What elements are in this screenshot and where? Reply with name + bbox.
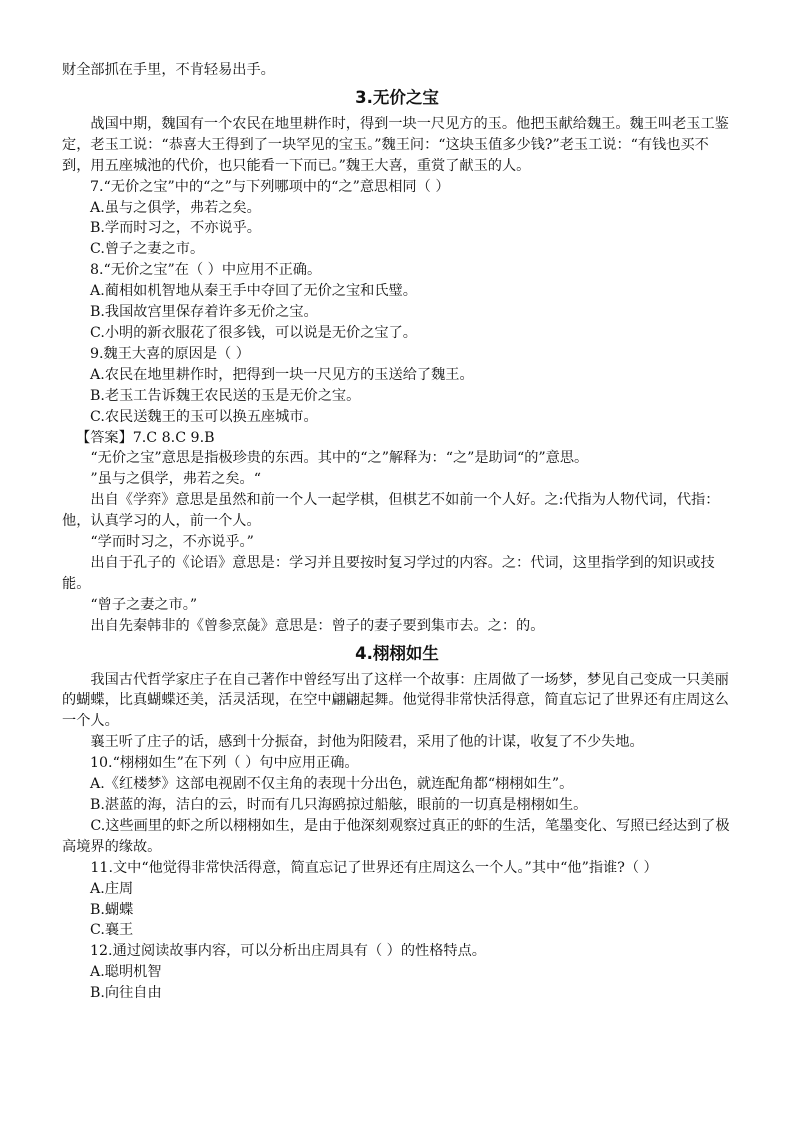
question-8-option-b: B.我国故宫里保存着许多无价之宝。	[90, 304, 318, 321]
question-10: 10.“栩栩如生”在下列（ ）句中应用正确。	[90, 755, 359, 772]
question-9-option-b: B.老玉工告诉魏王农民送的玉是无价之宝。	[90, 387, 361, 404]
intro-tail-text: 财全部抓在手里，不肯轻易出手。	[62, 62, 275, 78]
question-8-option-a: A.蔺相如机智地从秦王手中夺回了无价之宝和氏璧。	[90, 283, 417, 300]
section4-title: 4.栩栩如生	[355, 643, 439, 663]
section4-story-2: 襄王听了庄子的话，感到十分振奋，封他为阳陵君，采用了他的计谋，收复了不少失地。	[90, 734, 644, 751]
question-12-option-b: B.向往自由	[90, 985, 162, 1002]
question-9-option-c: C.农民送魏王的玉可以换五座城市。	[90, 408, 318, 425]
question-7-option-b: B.学而时习之，不亦说乎。	[90, 220, 261, 237]
question-12: 12.通过阅读故事内容，可以分析出庄周具有（ ）的性格特点。	[90, 943, 486, 960]
question-10-option-a: A.《红楼梦》这部电视剧不仅主角的表现十分出色，就连配角都“栩栩如生”。	[90, 776, 574, 793]
section3-story: 战国中期，魏国有一个农民在地里耕作时，得到一块一尺见方的玉。他把玉献给魏王。魏王叫老玉工鉴定，老玉工说：“恭喜大王得到了一块罕见的宝玉。”魏王问：“这块玉值多少钱?”老玉工说：“有钱也买不到，用五座城池的代价，也只能看一下而已。”魏王大喜，重赏了献玉的人。	[62, 115, 729, 174]
explanation-4: 出自先秦韩非的《曾参烹彘》意思是：曾子的妻子要到集市去。之：的。	[90, 617, 545, 634]
question-11-option-a: A.庄周	[90, 880, 134, 897]
explanation-1: “无价之宝”意思是指极珍贵的东西。其中的“之”解释为：“之”是助词“的”意思。	[90, 450, 589, 467]
question-9-option-a: A.农民在地里耕作时，把得到一块一尺见方的玉送给了魏王。	[90, 366, 474, 383]
question-10-option-c: C.这些画里的虾之所以栩栩如生，是由于他深刻观察过真正的虾的生活，笔墨变化、写照已经达到了极高境界的缘故。	[62, 817, 730, 855]
question-11-option-b: B.蝴蝶	[90, 901, 134, 918]
question-8: 8.“无价之宝”在（ ）中应用不正确。	[90, 262, 322, 279]
question-12-option-a: A.聪明机智	[90, 964, 162, 981]
answer-line: 【答案】7.C 8.C 9.B	[76, 429, 215, 446]
explanation-2: 出自《学弈》意思是虽然和前一个人一起学棋，但棋艺不如前一个人好。之:代指为人物代词，代指：他，认真学习的人，前一个人。	[62, 492, 720, 530]
section4-story-1: 我国古代哲学家庄子在自己著作中曾经写出了这样一个故事：庄周做了一场梦，梦见自己变成一只美丽的蝴蝶，比真蝴蝶还美，活灵活现，在空中翩翩起舞。他觉得非常快活得意，简直忘记了世界还有庄周这么一个人。	[62, 671, 729, 730]
explanation-quote-1: ”虽与之俱学，弗若之矣。“	[90, 471, 261, 488]
section3-title: 3.无价之宝	[355, 87, 439, 107]
question-7-option-c: C.曾子之妻之市。	[90, 241, 205, 258]
question-7: 7.“无价之宝”中的“之”与下列哪项中的“之”意思相同（ ）	[90, 178, 450, 195]
question-10-option-b: B.湛蓝的海，洁白的云，时而有几只海鸥掠过船舷，眼前的一切真是栩栩如生。	[90, 797, 588, 813]
explanation-quote-3: “曾子之妻之市。”	[90, 596, 198, 613]
document-page	[62, 60, 732, 1004]
question-9: 9.魏王大喜的原因是（ ）	[90, 345, 250, 362]
question-8-option-c: C.小明的新衣服花了很多钱，可以说是无价之宝了。	[90, 324, 417, 341]
explanation-3: 出自于孔子的《论语》意思是：学习并且要按时复习学过的内容。之：代词，这里指学到的知识或技能。	[62, 554, 715, 592]
question-11-option-c: C.襄王	[90, 922, 134, 939]
question-11: 11.文中“他觉得非常快活得意，简直忘记了世界还有庄周这么一个人。”其中“他”指谁?（ ）	[90, 859, 658, 876]
explanation-quote-2: “学而时习之，不亦说乎。”	[90, 534, 254, 551]
question-7-option-a: A.虽与之俱学，弗若之矣。	[90, 199, 261, 216]
